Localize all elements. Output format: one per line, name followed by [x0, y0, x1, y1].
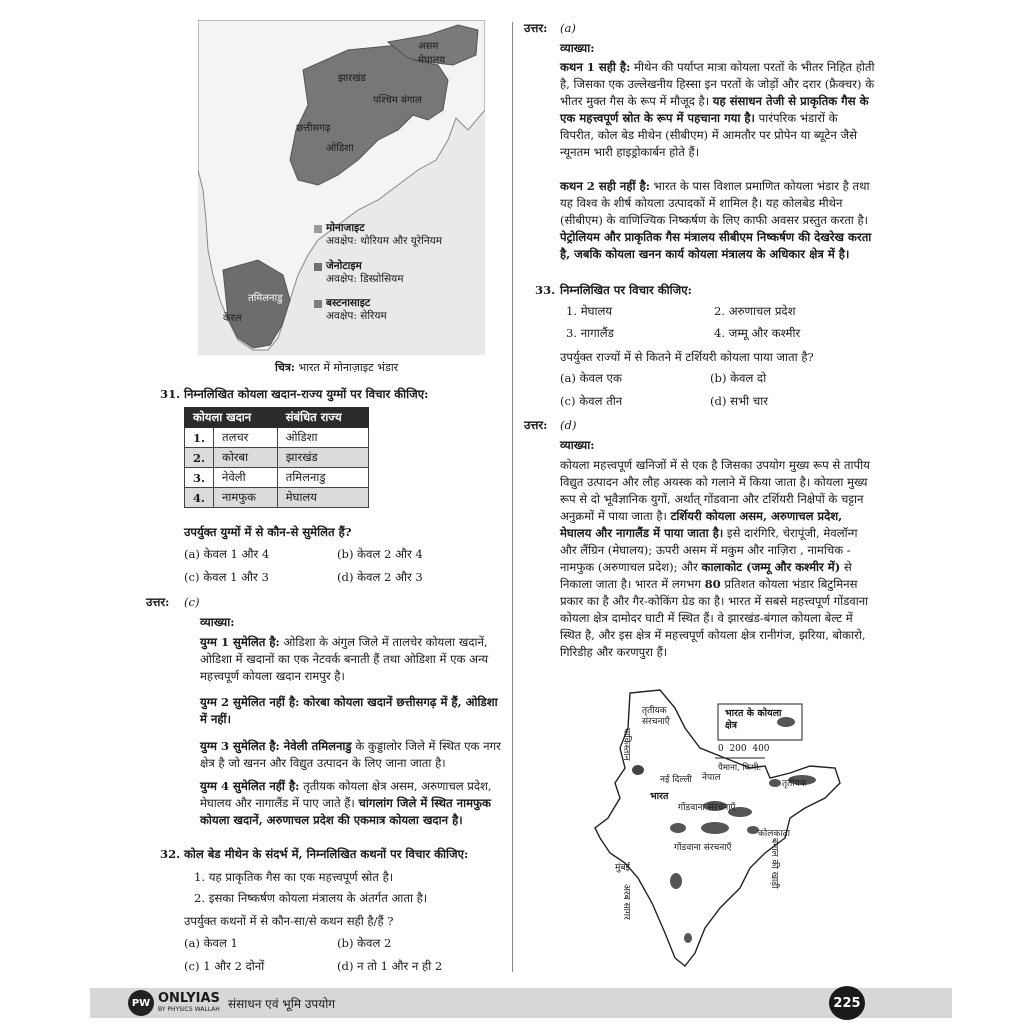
q32-explain-label: व्याख्या: — [560, 41, 595, 55]
table-row: 1. तलचर ओडिशा — [185, 428, 369, 448]
q32-option-c: (c) 1 और 2 दोनों — [184, 959, 265, 973]
q33-answer-label: उत्तर: — [524, 418, 548, 432]
q31-explain-p1: युग्म 1 सुमेलित है: ओडिशा के अंगुल जिले में तालचेर कोयला खदानें, ओडिशा में खदानों का एक नेटवर्क बनाती हैं तथा ओडिशा में एक अन्य महत्त्वपूर्ण कोयला खदान रामपुर है। — [200, 635, 489, 683]
label-bay: बंगाल की खाड़ी — [769, 838, 779, 889]
q32-statement-2: 2. इसका निष्कर्षण कोयला मंत्रालय के अंतर्गत आता है। — [194, 891, 428, 905]
q32-option-d: (d) न तो 1 और न ही 2 — [337, 959, 443, 973]
q32-option-b: (b) केवल 2 — [337, 936, 392, 950]
table-row: 4. नामफुक मेघालय — [185, 488, 369, 508]
q33-option-a: (a) केवल एक — [560, 371, 622, 385]
legend-xenotime: जेनोटाइम अवक्षेप: डिस्प्रोसियम — [326, 260, 404, 285]
q31-explain-p2: युग्म 2 सुमेलित नहीं है: कोरबा कोयला खदानें छत्तीसगढ़ में हैं, ओडिशा में नहीं। — [200, 695, 498, 726]
q31-question: उपर्युक्त युग्मों में से कौन-से सुमेलित हैं? — [184, 525, 352, 539]
q31-number: 31. — [160, 387, 181, 401]
label-tertiary2: तृतीयक — [782, 779, 807, 789]
label-bharat: भारत — [650, 791, 669, 802]
label-pakistan: पाकिस्तान — [621, 728, 631, 761]
label-west-bengal: पश्चिम बंगाल — [373, 95, 422, 106]
q31-option-a: (a) केवल 1 और 4 — [184, 547, 270, 561]
label-kerala: केरल — [223, 313, 242, 324]
monazite-map — [198, 20, 485, 355]
coal-fields-map — [590, 688, 848, 968]
q33-question: उपर्युक्त राज्यों में से कितने में टर्शियरी कोयला पाया जाता है? — [560, 350, 814, 364]
q33-number: 33. — [535, 283, 556, 297]
label-gondwana1: गोंडवाना संरचनाएँ — [678, 803, 736, 813]
q31-option-c: (c) केवल 1 और 3 — [184, 570, 269, 584]
label-jharkhand: झारखंड — [338, 73, 366, 84]
q32-explain-p2: कथन 2 सही नहीं है: भारत के पास विशाल प्रमाणित कोयला भंडार है तथा यह विश्व के शीर्ष कोयला उत्पादकों में शामिल है। यह कोलबेड मीथेन (सीबीएम) के वाणिज्यिक निष्कर्षण के लिए काफी अवसर प्रस्तुत करता है। पेट्रोलियम और प्राकृतिक गैस मंत्रालय सीबीएम निष्कर्षण की देखरेख करता है, जबकि कोयला खनन कार्य कोयला मंत्रालय के अधिकार क्षेत्र में है। — [560, 179, 872, 261]
coal-patch — [670, 823, 686, 833]
q31-text: निम्नलिखित कोयला खदान-राज्य युग्मों पर विचार कीजिए: — [184, 387, 429, 401]
label-chhattisgarh: छत्तीसगढ़ — [296, 123, 331, 134]
brand-name: ONLYIAS — [158, 991, 220, 1006]
column-divider — [512, 22, 513, 972]
q33-item-3: 3. नागालैंड — [566, 326, 614, 340]
brand-logo: PW — [128, 990, 154, 1016]
scale-numbers: 0 200 400 — [718, 744, 770, 754]
q32-answer: (a) — [560, 21, 576, 35]
coal-patch — [632, 765, 644, 775]
legend-swatch-2 — [314, 263, 322, 271]
legend-swatch-1 — [314, 225, 322, 233]
legend-bastnasite: बस्टनासाइट अवक्षेप: सेरियम — [326, 297, 387, 322]
label-assam: असम — [418, 41, 439, 52]
q33-item-2: 2. अरुणाचल प्रदेश — [714, 304, 796, 318]
q33-option-d: (d) सभी चार — [710, 394, 768, 408]
brand-sub: BY PHYSICS WALLAH — [158, 1006, 220, 1013]
q31-explain-p3: युग्म 3 सुमेलित है: नेवेली तमिलनाडु के कुड्डालोर जिले में स्थित एक नगर क्षेत्र है जो खनन और विद्युत उत्पादन के लिए जाना जाता है। — [200, 739, 501, 770]
coal-legend-title: भारत के कोयला क्षेत्र — [725, 708, 782, 731]
coal-patch — [684, 933, 692, 943]
q33-option-b: (b) केवल दो — [710, 371, 767, 385]
table-row: 3. नेवेली तमिलनाडु — [185, 468, 369, 488]
q31-explain-p4: युग्म 4 सुमेलित नहीं है: तृतीयक कोयला क्षेत्र असम, अरुणाचल प्रदेश, मेघालय और नागालैंड में पाए जाते हैं। चांगलांग जिले में स्थित नामफुक कोयला खदानें, अरुणाचल प्रदेश की एकमात्र कोयला खदान है। — [200, 779, 492, 827]
q31-table — [184, 407, 369, 508]
q32-statement-1: 1. यह प्राकृतिक गैस का एक महत्त्वपूर्ण स्रोत है। — [194, 870, 394, 884]
q32-question: उपर्युक्त कथनों में से कौन-सा/से कथन सही है/हैं ? — [184, 914, 394, 928]
label-meghalaya: मेघालय — [418, 55, 446, 66]
label-nepal: नेपाल — [702, 773, 721, 783]
q33-answer: (d) — [560, 418, 577, 432]
table-row: 2. कोरबा झारखंड — [185, 448, 369, 468]
label-mumbai: मुंबई — [615, 863, 630, 873]
coal-patch — [701, 822, 729, 834]
q33-explain-label: व्याख्या: — [560, 438, 595, 452]
label-arabian: अरब सागर — [621, 884, 631, 920]
q32-answer-label: उत्तर: — [524, 21, 548, 35]
label-delhi: नई दिल्ली — [660, 775, 692, 785]
south-states-shape — [223, 260, 290, 348]
map1-caption: चित्र: भारत में मोनाज़ाइट भंडार — [275, 361, 399, 374]
footer-title: संसाधन एवं भूमि उपयोग — [228, 997, 336, 1011]
q33-item-1: 1. मेघालय — [566, 304, 613, 318]
q31-option-d: (d) केवल 2 और 3 — [337, 570, 423, 584]
page-number: 225 — [829, 986, 865, 1020]
q33-option-c: (c) केवल तीन — [560, 394, 623, 408]
q33-item-4: 4. जम्मू और कश्मीर — [714, 326, 801, 340]
th-mine: कोयला खदान — [185, 408, 278, 428]
q32-option-a: (a) केवल 1 — [184, 936, 238, 950]
coal-patch — [769, 779, 781, 787]
label-tamilnadu: तमिलनाडु — [248, 293, 283, 304]
q31-option-b: (b) केवल 2 और 4 — [337, 547, 423, 561]
q33-explain-p1: कोयला महत्त्वपूर्ण खनिजों में से एक है जिसका उपयोग मुख्य रूप से तापीय विद्युत उत्पादन और लौह अयस्क को गलाने में किया जाता है। कोयला मुख्य रूप से दो भूवैज्ञानिक युगों, अर्थात् गोंडवाना और टर्शियरी निक्षेपों के चट्टान अनुक्रमों में पाया जाता है। टर्शियरी कोयला असम, अरुणाचल प्रदेश, मेघालय और नागालैंड में पाया जाता है। इसे दारंगिरि, चेरापूंजी, मेवलॉन्ग और लैंग्रिन (मेघालय); ऊपरी असम में मकुम और नाज़िरा , नामचिक - नामफुक (अरुणाचल प्रदेश); और कालाकोट (जम्मू और कश्मीर में) से निकाला जाता है। भारत में लगभग 80 प्रतिशत कोयला भंडार बिटुमिनस प्रकार का है और गैर-कोकिंग ग्रेड का है। भारत में सबसे महत्त्वपूर्ण गोंडवाना कोयला क्षेत्र दामोदर घाटी में स्थित हैं। वे झारखंड-बंगाल कोयला बेल्ट में स्थित है, और इस क्षेत्र में महत्त्वपूर्ण कोयला क्षेत्र रानीगंज, झरिया, बोकारो, गिरिडीह और करणपुरा हैं। — [560, 458, 870, 659]
legend-monazite: मोनाजाइट अवक्षेप: थोरियम और यूरेनियम — [326, 222, 443, 247]
q33-text: निम्नलिखित पर विचार कीजिए: — [560, 283, 692, 297]
q32-explain-p1: कथन 1 सही है: मीथेन की पर्याप्त मात्रा कोयला परतों के भीतर निहित होती है, जिसका एक उल्लेखनीय हिस्सा इन परतों के जोड़ों और दरार (फ्रैक्चर) के भीतर मुक्त गैस के रूप में मौजूद है। यह संसाधन तेजी से प्राकृतिक गैस के एक महत्त्वपूर्ण स्रोत के रूप में पहचाना गया है। पारंपरिक भंडारों के विपरीत, कोल बेड मीथेन (सीबीएम) में आमतौर पर प्रोपेन या ब्यूटेन जैसे न्यूनतम भारी हाइड्रोकार्बन होते हैं। — [560, 60, 875, 159]
th-state: संबंधित राज्य — [277, 408, 368, 428]
label-tertiary1: तृतीयक संरचनाएँ — [642, 706, 670, 727]
legend-swatch-3 — [314, 300, 322, 308]
coal-patch — [670, 873, 682, 889]
q31-answer-label: उत्तर: — [146, 595, 170, 609]
q31-answer: (c) — [184, 595, 200, 609]
label-gondwana2: गोंडवाना संरचनाएँ — [674, 843, 732, 853]
q32-text: कोल बेड मीथेन के संदर्भ में, निम्नलिखित कथनों पर विचार कीजिए: — [184, 847, 469, 861]
q31-explain-label: व्याख्या: — [200, 615, 235, 629]
label-kolkata: कोलकाता — [758, 829, 791, 839]
q32-number: 32. — [160, 847, 181, 861]
label-odisha: ओडिशा — [326, 143, 354, 154]
scale-unit: पैमाना, किमी. — [718, 763, 762, 773]
